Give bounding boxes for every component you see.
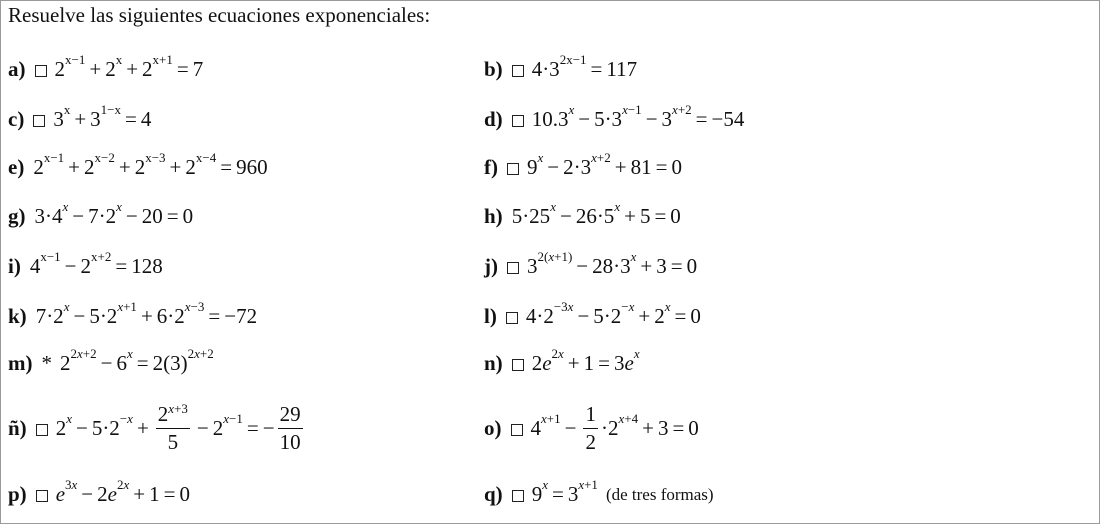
exercise-n <box>484 346 640 375</box>
exercise-checkbox[interactable] <box>35 65 47 77</box>
exercise-label: d) <box>484 107 503 131</box>
exercise-label: ñ) <box>8 416 27 440</box>
exercise-checkbox[interactable] <box>507 262 519 274</box>
exercise-label: q) <box>484 482 503 506</box>
exercise-checkbox[interactable] <box>512 115 524 127</box>
fraction: $\frac{2^{x+3}}{5}$ <box>157 401 188 454</box>
exercise-p <box>8 477 190 506</box>
equation: e $^{3x}$ − 2 e $^{2x}$ + 1 = 0 <box>55 477 190 506</box>
exercise-k <box>8 299 258 328</box>
equation: 10.3 $^x$ − 5·3 $^{x -1}$ − 3 $^{x +2}$ = −54 <box>531 102 745 131</box>
exercise-label: h) <box>484 204 503 228</box>
exercise-label: b) <box>484 57 503 81</box>
exercise-b <box>484 52 638 81</box>
exercise-nn <box>8 401 306 454</box>
exercise-q <box>484 477 714 506</box>
equation: 3·4 $^x$ − 7·2 $^x$ − 20 = 0 <box>34 199 194 228</box>
fraction: $\frac{29}{10}$ <box>279 402 301 454</box>
exercise-label: e) <box>8 155 25 179</box>
exercise-checkbox[interactable] <box>512 65 524 77</box>
exercise-marker: * <box>41 351 52 375</box>
exercise-g <box>8 199 194 228</box>
exercise-label: k) <box>8 304 27 328</box>
equation: 4 $^{x +1}$ − $\frac{1}{2}$ ·2 $^{x +4}$ + 3 = 0 <box>530 402 699 454</box>
equation: 2 $^{x-1}$ + 2 $^{x-2}$ + 2 $^{x-3}$ + 2 $^{x-4}$ = 960 <box>33 150 268 179</box>
exercise-f <box>484 150 682 179</box>
worksheet-title: Resuelve las siguientes ecuaciones exponenciales: <box>8 3 431 27</box>
equation: 5·25 $^x$ − 26·5 $^x$ + 5 = 0 <box>511 199 681 228</box>
exercise-checkbox[interactable] <box>512 490 524 502</box>
exercise-label: c) <box>8 107 25 131</box>
exercise-c <box>8 102 152 131</box>
exercise-o <box>484 404 699 453</box>
equation: 4 $^{x-1}$ − 2 $^{x+2}$ = 128 <box>29 249 163 278</box>
exercise-j <box>484 249 698 278</box>
exercise-label: n) <box>484 351 503 375</box>
exercise-checkbox[interactable] <box>36 424 48 436</box>
exercise-checkbox[interactable] <box>33 115 45 127</box>
equation: 4·3 $^{2x-1}$ = 117 <box>531 52 638 81</box>
exercise-label: l) <box>484 304 497 328</box>
exercise-a <box>8 52 204 81</box>
exercise-checkbox[interactable] <box>506 312 518 324</box>
exercise-checkbox[interactable] <box>511 424 523 436</box>
exercise-d <box>484 102 745 131</box>
equation: 3 $^{2(x +1)}$ − 28·3 $^x$ + 3 = 0 <box>527 249 698 278</box>
exercise-note: (de tres formas) <box>605 485 714 504</box>
exercise-label: i) <box>8 254 21 278</box>
exercise-label: m) <box>8 351 33 375</box>
equation: 3 $^x$ + 3 $^{1-x}$ = 4 <box>53 102 152 131</box>
equation: 2 e $^{2x}$ + 1 = 3 e $^x$ <box>531 346 640 375</box>
exercise-label: f) <box>484 155 498 179</box>
exercise-h <box>484 199 681 228</box>
equation: 2 $^{2x +2}$ − 6 $^x$ = 2(3) $^{2x +2}$ <box>60 346 214 375</box>
equation: 2 $^{x-1}$ + 2 $^x$ + 2 $^{x+1}$ = 7 <box>54 52 204 81</box>
equation: 7·2 $^x$ − 5·2 $^{x +1}$ + 6·2 $^{x -3}$ = −72 <box>35 299 258 328</box>
exercise-label: p) <box>8 482 27 506</box>
exercise-e <box>8 150 268 179</box>
exercise-l <box>484 299 701 328</box>
exercise-m <box>8 346 214 375</box>
fraction: $\frac{1}{2}$ <box>585 402 596 454</box>
exercise-i <box>8 249 163 278</box>
exercise-label: o) <box>484 416 502 440</box>
exercise-checkbox[interactable] <box>36 490 48 502</box>
exercise-checkbox[interactable] <box>512 359 524 371</box>
exercise-checkbox[interactable] <box>507 163 519 175</box>
exercise-label: j) <box>484 254 498 278</box>
exercise-label: a) <box>8 57 26 81</box>
exercise-label: g) <box>8 204 26 228</box>
equation: 4·2 $^{-3x}$ − 5·2 $^{-x}$ + 2 $^x$ = 0 <box>525 299 701 328</box>
equation: 9 $^x$ = 3 $^{x +1}$ <box>531 477 598 506</box>
equation: 9 $^x$ − 2·3 $^{x +2}$ + 81 = 0 <box>527 150 682 179</box>
equation: 2 $^x$ − 5·2 $^{-x}$ + $\frac{2^{x+3}}{5}$ − 2 $^{x -1}$ = − $\frac{29}{10}$ <box>55 401 301 454</box>
